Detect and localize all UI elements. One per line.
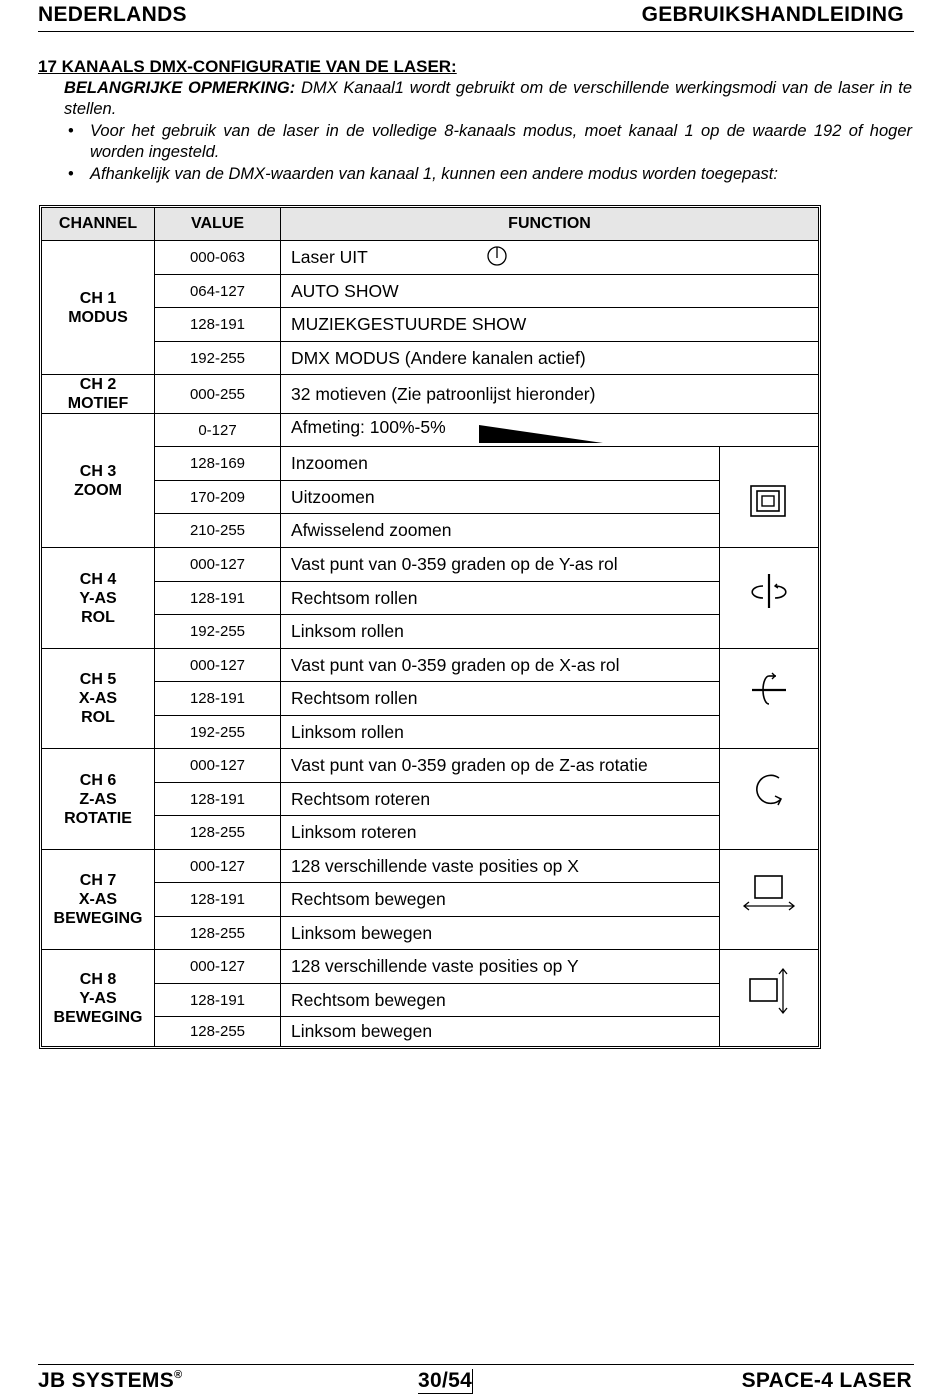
value-cell: 000-255	[155, 375, 281, 414]
function-cell: Linksom bewegen	[281, 917, 720, 950]
channel-cell-ch4: CH 4 Y-AS ROL	[42, 548, 155, 649]
value-cell: 000-127	[155, 950, 281, 984]
registered-mark: ®	[174, 1369, 183, 1381]
function-cell: Rechtsom rollen	[281, 582, 720, 615]
function-cell: Laser UIT	[281, 241, 818, 275]
value-cell: 128-255	[155, 1017, 281, 1046]
bullet-item	[64, 121, 912, 163]
value-cell: 170-209	[155, 481, 281, 514]
value-cell: 0-127	[155, 414, 281, 447]
page-header	[38, 0, 914, 32]
y-axis-movement-icon-cell	[720, 950, 818, 1046]
important-note	[64, 78, 912, 120]
channel-cell-ch7: CH 7 X-AS BEWEGING	[42, 850, 155, 950]
zoom-icon-cell	[720, 447, 818, 548]
function-cell: Rechtsom rollen	[281, 682, 720, 716]
channel-cell-ch5: CH 5 X-AS ROL	[42, 649, 155, 749]
channel-cell-ch1: CH 1 MODUS	[42, 241, 155, 375]
footer-page-number: 30/54	[418, 1369, 473, 1392]
bullet-icon: •	[68, 165, 74, 183]
x-axis-movement-icon-cell	[720, 850, 818, 950]
function-cell: Linksom bewegen	[281, 1017, 720, 1046]
note-label: BELANGRIJKE OPMERKING:	[64, 79, 296, 97]
value-cell: 128-191	[155, 682, 281, 716]
value-cell: 128-191	[155, 883, 281, 917]
power-off-icon	[486, 245, 508, 267]
zoom-icon	[749, 484, 789, 520]
note-text: DMX Kanaal1 wordt gebruikt om de verschillende werkingsmodi van de laser in te stellen.	[64, 79, 912, 118]
value-cell: 210-255	[155, 514, 281, 548]
value-cell: 128-191	[155, 783, 281, 816]
function-cell: AUTO SHOW	[281, 275, 818, 308]
header-manual-title: GEBRUIKSHANDLEIDING	[641, 3, 904, 26]
function-cell: Afwisselend zoomen	[281, 514, 720, 548]
value-cell: 192-255	[155, 716, 281, 749]
function-cell: Vast punt van 0-359 graden op de Z-as rotatie	[281, 749, 720, 783]
bullet-item	[64, 164, 912, 185]
value-cell: 128-191	[155, 984, 281, 1017]
function-cell: DMX MODUS (Andere kanalen actief)	[281, 342, 818, 375]
column-header-channel: CHANNEL	[42, 208, 155, 241]
value-cell: 128-255	[155, 917, 281, 950]
value-cell: 192-255	[155, 342, 281, 375]
dmx-channel-table	[39, 205, 821, 1049]
function-cell: Vast punt van 0-359 graden op de Y-as rol	[281, 548, 720, 582]
x-axis-roll-icon-cell	[720, 649, 818, 749]
page-footer	[38, 1364, 914, 1398]
size-wedge-icon	[479, 425, 605, 445]
function-cell: Afmeting: 100%-5%	[281, 414, 818, 447]
function-cell: Uitzoomen	[281, 481, 720, 514]
value-cell: 128-255	[155, 816, 281, 850]
function-cell: Rechtsom bewegen	[281, 984, 720, 1017]
bullet-text: Voor het gebruik van de laser in de volledige 8-kanaals modus, moet kanaal 1 op de waarde 192 of hoger worden ingesteld.	[90, 122, 912, 161]
function-cell: Vast punt van 0-359 graden op de X-as rol	[281, 649, 720, 682]
y-axis-movement-icon	[747, 967, 791, 1015]
value-cell: 064-127	[155, 275, 281, 308]
function-cell: Linksom roteren	[281, 816, 720, 850]
channel-cell-ch2: CH 2 MOTIEF	[42, 375, 155, 414]
value-cell: 000-127	[155, 850, 281, 883]
function-cell: MUZIEKGESTUURDE SHOW	[281, 308, 818, 342]
column-header-function: FUNCTION	[281, 208, 818, 241]
y-axis-roll-icon	[749, 571, 789, 611]
x-axis-movement-icon	[742, 874, 796, 914]
function-cell: Rechtsom roteren	[281, 783, 720, 816]
channel-cell-ch3: CH 3 ZOOM	[42, 414, 155, 548]
bullet-icon: •	[68, 122, 74, 140]
function-cell: 128 verschillende vaste posities op X	[281, 850, 720, 883]
function-cell: Linksom rollen	[281, 615, 720, 649]
column-header-value: VALUE	[155, 208, 281, 241]
value-cell: 128-191	[155, 308, 281, 342]
function-cell: Linksom rollen	[281, 716, 720, 749]
channel-cell-ch8: CH 8 Y-AS BEWEGING	[42, 950, 155, 1046]
value-cell: 000-063	[155, 241, 281, 275]
function-cell: 128 verschillende vaste posities op Y	[281, 950, 720, 984]
header-language: NEDERLANDS	[38, 3, 187, 26]
channel-cell-ch6: CH 6 Z-AS ROTATIE	[42, 749, 155, 850]
footer-product-name: SPACE-4 LASER	[741, 1369, 912, 1392]
footer-brand: JB SYSTEMS®	[38, 1369, 183, 1392]
function-cell: Inzoomen	[281, 447, 720, 481]
y-axis-roll-icon-cell	[720, 548, 818, 649]
value-cell: 000-127	[155, 749, 281, 783]
z-axis-rotation-icon	[749, 769, 789, 809]
bullet-text: Afhankelijk van de DMX-waarden van kanaal 1, kunnen een andere modus worden toegepast:	[90, 165, 778, 183]
value-cell: 128-169	[155, 447, 281, 481]
value-cell: 192-255	[155, 615, 281, 649]
z-axis-rotation-icon-cell	[720, 749, 818, 850]
x-axis-roll-icon	[749, 670, 789, 710]
function-cell: 32 motieven (Zie patroonlijst hieronder)	[281, 375, 818, 414]
section-title: 17 KANAALS DMX-CONFIGURATIE VAN DE LASER:	[38, 57, 457, 76]
value-cell: 128-191	[155, 582, 281, 615]
value-cell: 000-127	[155, 548, 281, 582]
value-cell: 000-127	[155, 649, 281, 682]
function-cell: Rechtsom bewegen	[281, 883, 720, 917]
